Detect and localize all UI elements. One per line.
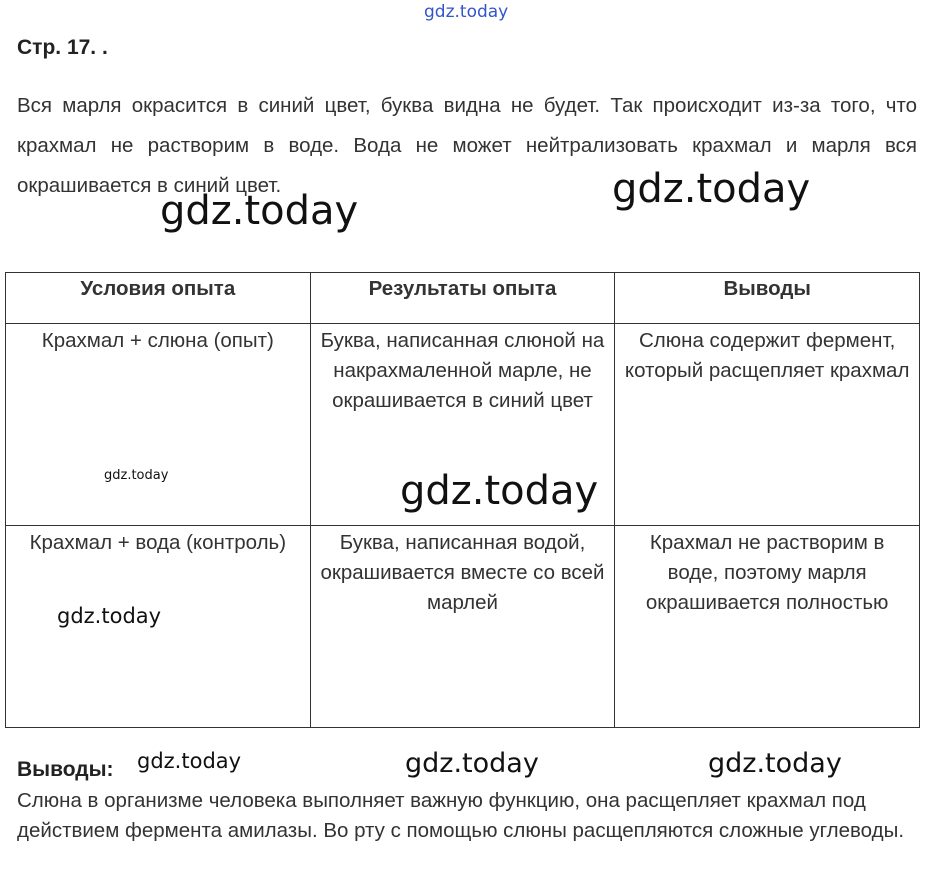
table-cell: Буква, написанная слюной на накрахмаленной марле, не окрашивается в синий цвет [310,324,615,526]
watermark: gdz.today [137,749,242,773]
page-title: Стр. 17. . [17,36,108,59]
watermark: gdz.today [400,468,599,514]
conclusion-label: Выводы: [17,758,114,781]
watermark-top: gdz.today [424,2,509,22]
table-cell: Слюна содержит фермент, который расщепляет крахмал [615,324,920,526]
table-header-cell: Выводы [615,273,920,324]
watermark: gdz.today [57,604,162,628]
table-header-cell: Результаты опыта [310,273,615,324]
table-header-row [6,273,920,324]
watermark: gdz.today [708,748,842,779]
watermark: gdz.today [612,166,811,212]
watermark: gdz.today [160,188,359,234]
table-cell: Крахмал + слюна (опыт) [6,324,311,526]
conclusion-paragraph: Слюна в организме человека выполняет важную функцию, она расщепляет крахмал под действием фермента амилазы. Во рту с помощью слюны расщепляются сложные углеводы. [17,789,905,842]
table-cell: Крахмал не растворим в воде, поэтому марля окрашивается полностью [615,526,920,728]
table-header-cell: Условия опыта [6,273,311,324]
watermark: gdz.today [405,748,539,779]
watermark: gdz.today [104,468,169,483]
intro-paragraph: Вся марля окрасится в синий цвет, буква видна не будет. Так происходит из-за того, что крахмал не растворим в воде. Вода не может нейтрализовать крахмал и марля вся окрашивается в синий цвет. [17,94,917,197]
table-cell: Буква, написанная водой, окрашивается вместе со всей марлей [310,526,615,728]
table-cell: Крахмал + вода (контроль) [6,526,311,728]
